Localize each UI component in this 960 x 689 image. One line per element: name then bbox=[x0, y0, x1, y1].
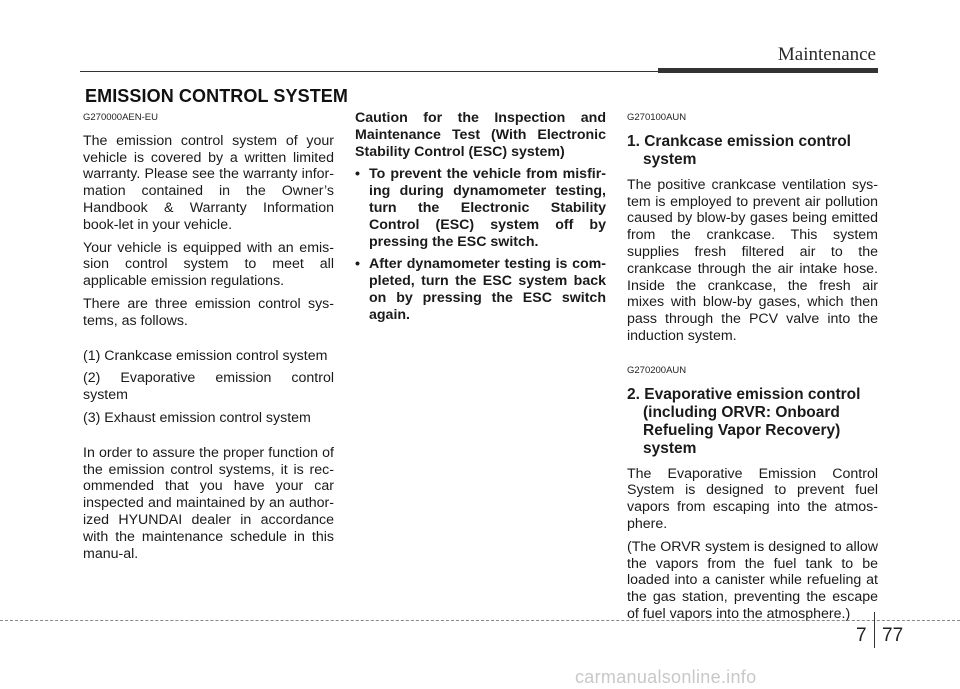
caution-title: Caution for the Inspection and Maintenance Test (With Electronic Stability Control (ESC) system) bbox=[355, 110, 606, 160]
footer-divider bbox=[0, 620, 960, 621]
header-rule-thin bbox=[80, 71, 660, 72]
bullet-icon: • bbox=[355, 256, 360, 273]
paragraph-three-systems: There are three emission control sys-tems, as follows. bbox=[83, 295, 334, 329]
section-title: EMISSION CONTROL SYSTEM bbox=[85, 86, 348, 106]
header-title: Maintenance bbox=[777, 44, 876, 65]
chapter-number: 7 bbox=[856, 625, 867, 646]
column-1 bbox=[83, 110, 334, 568]
paragraph-equipped: Your vehicle is equipped with an emis-sion control system to meet all applicable emission regulations. bbox=[83, 239, 334, 290]
caution-list bbox=[355, 166, 606, 323]
paragraph-orvr: (The ORVR system is designed to allow the vapors from the fuel tank to be loaded into a canister while refueling at the gas station, preventing the escape of fuel vapors into the atmosphere.) bbox=[627, 538, 878, 622]
paragraph-pcv: The positive crankcase ventilation sys-tem is employed to prevent air pollution caused by blow-by gases being emitted from the crankcase. This system supplies fresh filtered air to the crankcase through the air intake hose. Inside the crankcase, the fresh air mixes with blow-by gases, which then pass through the PCV valve into the induction system. bbox=[627, 176, 878, 344]
list-item-crankcase: (1) Crankcase emission control system bbox=[83, 347, 328, 364]
paragraph-warranty: The emission control system of your vehicle is covered by a written limited warranty. Please see the warranty infor-mation contained in the Owner’s Handbook & Warranty Information book-let in your vehicle. bbox=[83, 132, 334, 233]
paragraph-maintenance: In order to assure the proper function of the emission control systems, it is rec-ommended that you have your car inspected and maintained by an author-ized HYUNDAI dealer in accordance with the maintenance schedule in this manu-al. bbox=[83, 444, 334, 562]
page-number: 77 bbox=[882, 625, 904, 646]
watermark: carmanualsonline.info bbox=[575, 667, 757, 687]
reference-code: G270000AEN-EU bbox=[83, 112, 158, 123]
footer-tick bbox=[874, 612, 875, 648]
reference-code: G270200AUN bbox=[627, 364, 687, 376]
reference-code: G270100AUN bbox=[627, 112, 687, 123]
heading-evaporative: 2. Evaporative emission control (including ORVR: Onboard Refueling Vapor Recovery) system bbox=[627, 385, 861, 457]
column-3 bbox=[627, 110, 878, 629]
column-2 bbox=[355, 110, 606, 330]
header-rule-thick bbox=[658, 68, 878, 73]
bullet-icon: • bbox=[355, 166, 360, 183]
list-item-exhaust: (3) Exhaust emission control system bbox=[83, 409, 311, 426]
paragraph-evap-system: The Evaporative Emission Control System is designed to prevent fuel vapors from escaping into the atmos-phere. bbox=[627, 465, 878, 532]
list-item-evaporative: (2) Evaporative emission control system bbox=[83, 370, 334, 404]
caution-item: • After dynamometer testing is com-pleted, turn the ESC system back on by pressing the ESC switch again. bbox=[355, 256, 606, 323]
caution-item: • To prevent the vehicle from misfir-ing during dynamometer testing, turn the Electronic Stability Control (ESC) system off by pressing the ESC switch. bbox=[355, 166, 606, 250]
heading-crankcase: 1. Crankcase emission control system bbox=[627, 132, 851, 168]
